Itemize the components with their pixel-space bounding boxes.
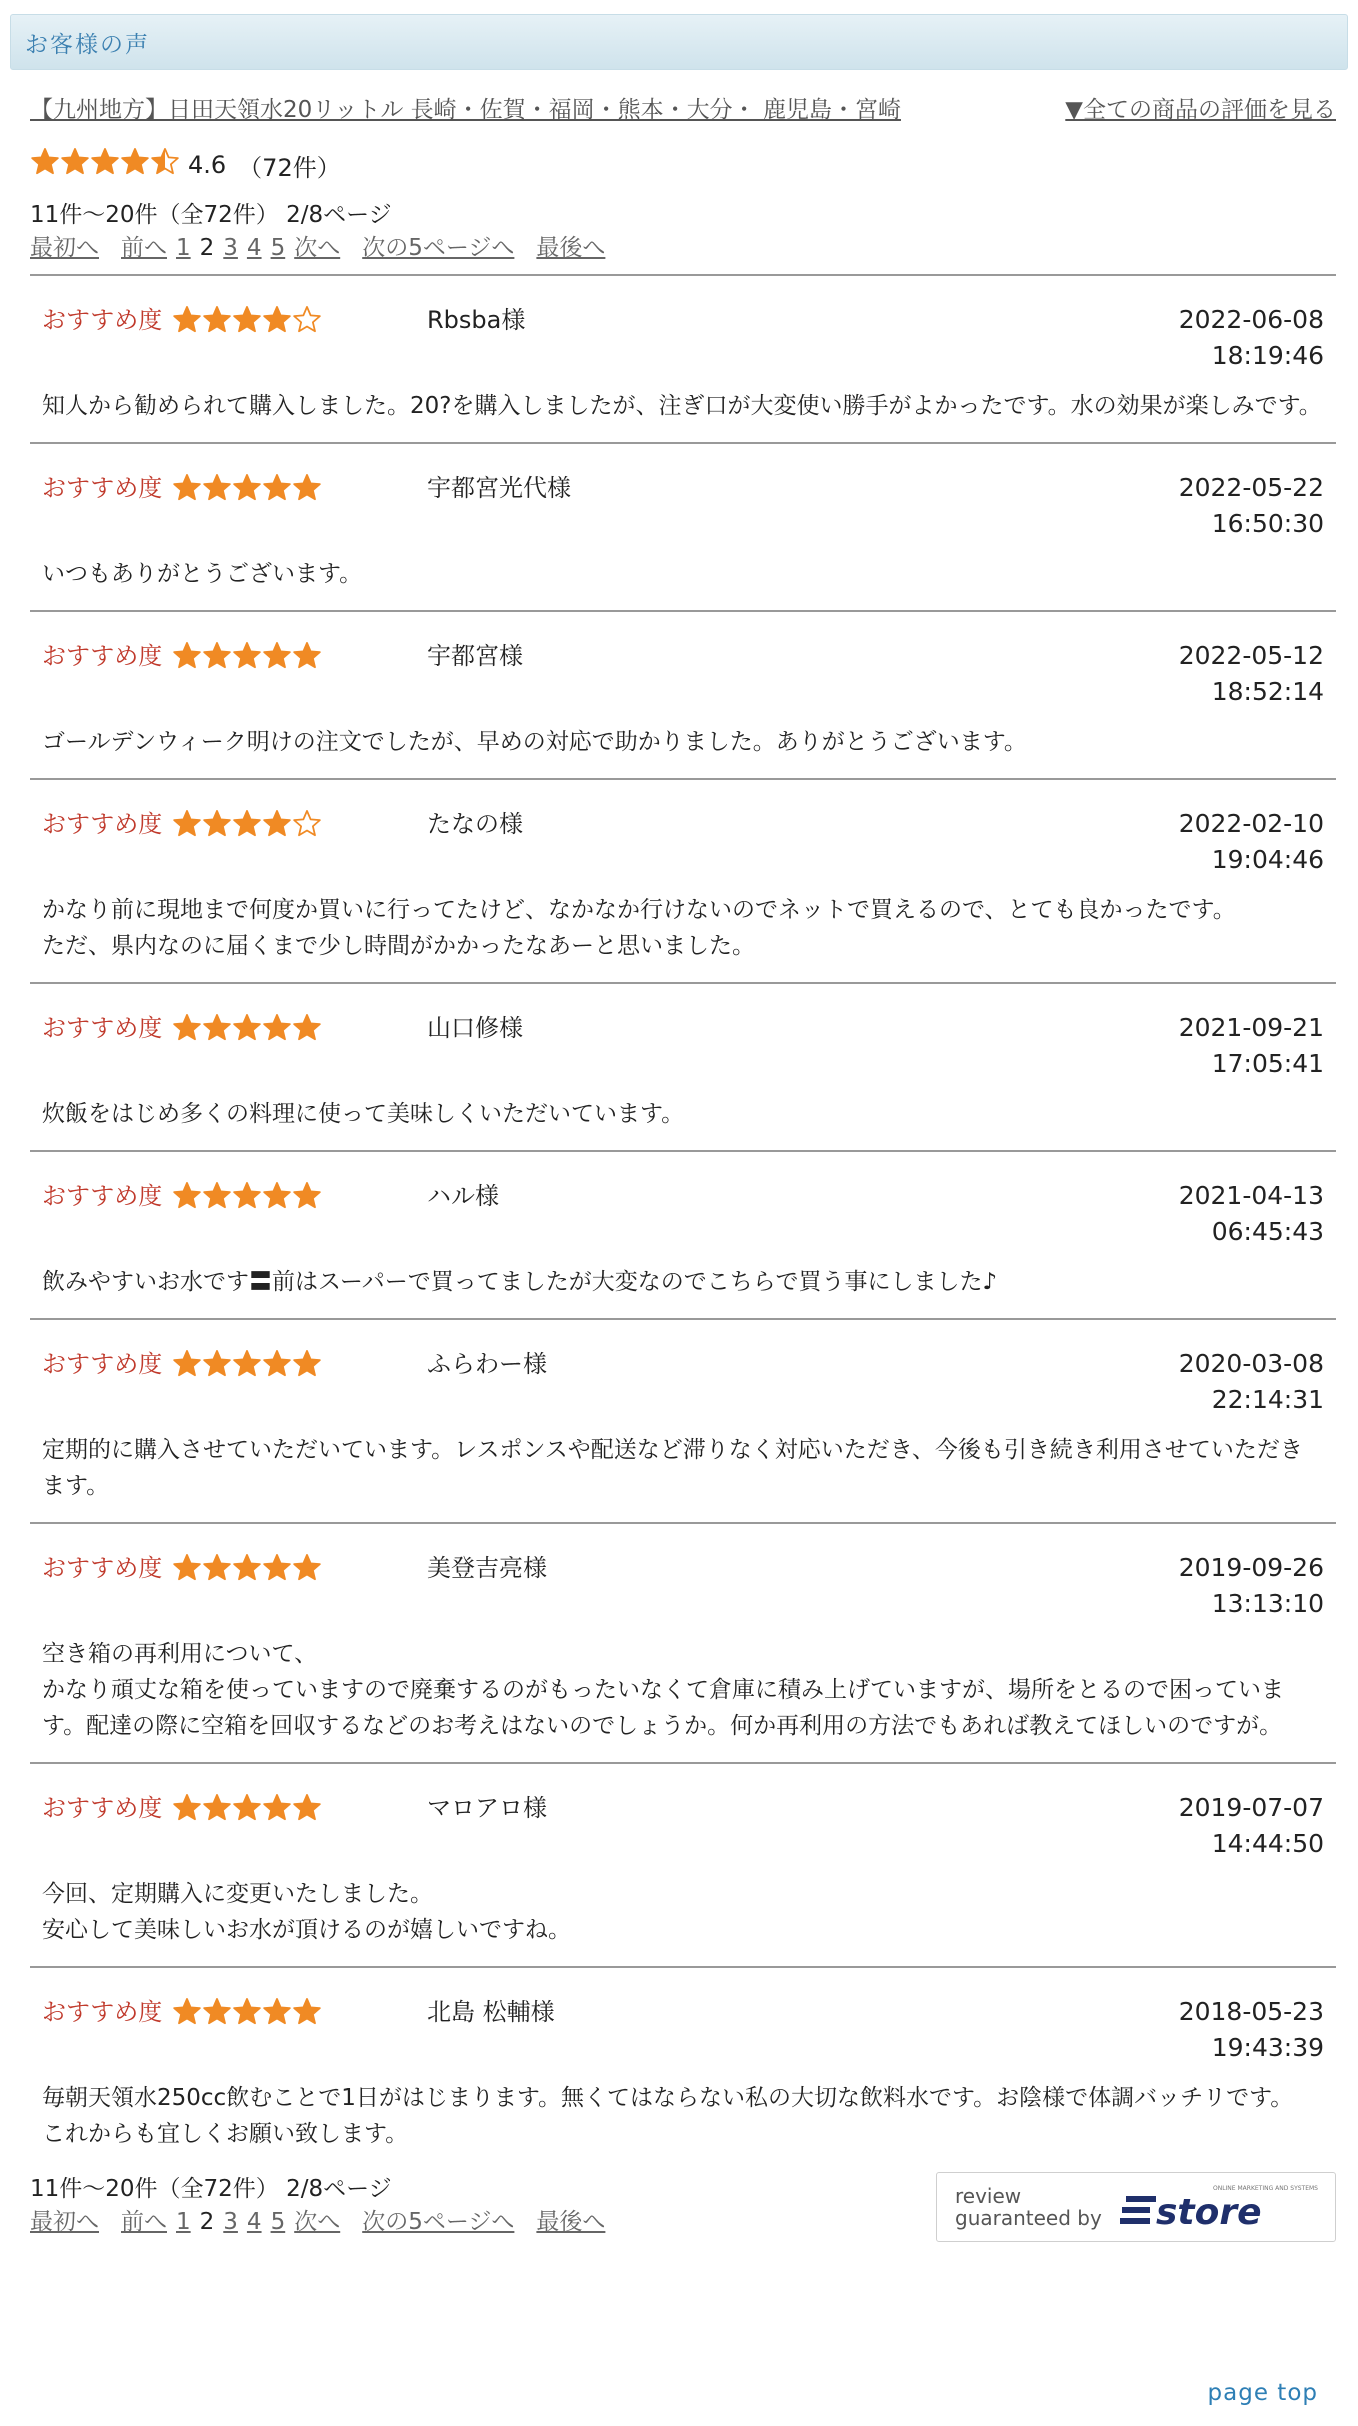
star-full-icon (172, 1997, 202, 2027)
star-full-icon (60, 147, 90, 177)
star-full-icon (262, 473, 292, 503)
review-body: いつもありがとうございます。 (42, 561, 363, 587)
review-body: 飲みやすいお水です〓前はスーパーで買ってましたが大変なのでこちらで買う事にしました♪ (42, 1269, 998, 1295)
review-date: 2022-06-08 (1178, 305, 1324, 334)
star-full-icon (262, 1013, 292, 1043)
footer-row (30, 2166, 1336, 2242)
recommend-label: おすすめ度 (42, 474, 163, 502)
badge-text (955, 2185, 1102, 2229)
review-time: 16:50:30 (1211, 509, 1324, 538)
star-full-icon (202, 305, 232, 335)
star-full-icon (262, 305, 292, 335)
star-full-icon (292, 1013, 322, 1043)
badge-line2: guaranteed by (955, 2206, 1102, 2230)
review-time: 18:19:46 (1211, 341, 1324, 370)
star-full-icon (232, 1349, 262, 1379)
product-row (30, 92, 1336, 122)
star-half-icon (150, 147, 180, 177)
reviewer-name: 美登吉亮様 (427, 1554, 547, 1582)
review-stars (172, 304, 427, 336)
star-full-icon (90, 147, 120, 177)
page-top-link[interactable]: page top (1207, 2380, 1318, 2406)
review-date: 2021-04-13 (1178, 1181, 1324, 1210)
star-full-icon (262, 1181, 292, 1211)
star-full-icon (202, 1013, 232, 1043)
review-stars (172, 1012, 427, 1044)
pager-prev-link[interactable]: 前へ (121, 2209, 167, 2235)
review-list (30, 276, 1336, 2170)
review-date: 2019-09-26 (1178, 1553, 1324, 1582)
estore-badge[interactable] (936, 2172, 1336, 2242)
recommend-label: おすすめ度 (42, 1350, 163, 1378)
star-full-icon (232, 1181, 262, 1211)
review-date: 2020-03-08 (1178, 1349, 1324, 1378)
star-empty-icon (292, 809, 322, 839)
star-full-icon (232, 641, 262, 671)
review-stars (172, 1996, 427, 2028)
star-full-icon (172, 1181, 202, 1211)
pager-page-3[interactable]: 3 (223, 235, 238, 261)
review-item (30, 612, 1336, 778)
review-time: 17:05:41 (1211, 1049, 1324, 1078)
review-count: （72件） (238, 153, 341, 182)
pager-first-link[interactable]: 最初へ (30, 2209, 99, 2235)
pager-next-link[interactable]: 次へ (294, 2209, 341, 2235)
review-timestamp (1124, 1010, 1324, 1082)
rating-value: 4.6 (188, 151, 227, 179)
star-full-icon (232, 473, 262, 503)
recommend-label: おすすめ度 (42, 1794, 163, 1822)
star-full-icon (202, 1793, 232, 1823)
reviewer-name: 北島 松輔様 (427, 1998, 555, 2026)
star-full-icon (292, 1997, 322, 2027)
star-full-icon (292, 641, 322, 671)
pager-prev-link[interactable]: 前へ (121, 235, 167, 261)
review-date: 2021-09-21 (1178, 1013, 1324, 1042)
review-stars (172, 808, 427, 840)
section-header (10, 14, 1348, 70)
recommend-label: おすすめ度 (42, 1998, 163, 2026)
star-full-icon (262, 641, 292, 671)
review-timestamp (1124, 1178, 1324, 1250)
star-full-icon (202, 1349, 232, 1379)
star-full-icon (292, 473, 322, 503)
review-body: 今回、定期購入に変更いたしました。 安心して美味しいお水が頂けるのが嬉しいですね。 (42, 1881, 571, 1943)
badge-brand: store (1155, 2192, 1262, 2233)
pager-nav (30, 2206, 605, 2238)
reviewer-name: Rbsba様 (427, 306, 526, 334)
star-full-icon (172, 473, 202, 503)
star-full-icon (30, 147, 60, 177)
review-body: 毎朝天領水250cc飲むことで1日がはじまります。無くてはならない私の大切な飲料水です。お陰様で体調バッチリです。 これからも宜しくお願い致します。 (42, 2085, 1294, 2147)
review-timestamp (1124, 470, 1324, 542)
review-header (42, 1152, 1324, 1250)
pager-next5-link[interactable]: 次の5ページへ (362, 2209, 515, 2235)
review-time: 18:52:14 (1211, 677, 1324, 706)
star-full-icon (232, 1997, 262, 2027)
estore-logo (1120, 2180, 1320, 2234)
star-full-icon (172, 1793, 202, 1823)
star-full-icon (262, 1997, 292, 2027)
review-header (42, 780, 1324, 878)
pager-last-link[interactable]: 最後へ (536, 235, 606, 261)
review-stars (172, 640, 427, 672)
star-full-icon (262, 1349, 292, 1379)
review-header (42, 444, 1324, 542)
pager-next5-link[interactable]: 次の5ページへ (362, 235, 515, 261)
review-item (30, 1764, 1336, 1966)
reviewer-name: 宇都宮様 (427, 642, 523, 670)
product-link[interactable]: 【九州地方】日田天領水20リットル 長崎・佐賀・福岡・熊本・大分・ 鹿児島・宮崎 (30, 96, 901, 123)
review-header (42, 1320, 1324, 1418)
review-timestamp (1124, 1994, 1324, 2066)
review-item (30, 444, 1336, 610)
review-item (30, 1320, 1336, 1522)
review-stars (172, 1180, 427, 1212)
pager-page-4[interactable]: 4 (246, 235, 262, 261)
star-full-icon (292, 1181, 322, 1211)
star-full-icon (172, 809, 202, 839)
star-full-icon (232, 1793, 262, 1823)
review-item (30, 1152, 1336, 1318)
review-timestamp (1124, 1790, 1324, 1862)
star-full-icon (262, 809, 292, 839)
review-body: 知人から勧められて購入しました。20?を購入しましたが、注ぎ口が大変使い勝手がよかったです。水の効果が楽しみです。 (42, 393, 1322, 419)
recommend-label: おすすめ度 (42, 1182, 163, 1210)
review-stars (172, 1348, 427, 1380)
star-full-icon (232, 1553, 262, 1583)
pager-page-5[interactable]: 5 (270, 2209, 286, 2235)
review-body: 炊飯をはじめ多くの料理に使って美味しくいただいています。 (42, 1101, 685, 1127)
section-title: お客様の声 (25, 31, 150, 58)
pager-current-page: 2 (199, 235, 215, 261)
review-time: 13:13:10 (1211, 1589, 1324, 1618)
star-full-icon (172, 305, 202, 335)
star-full-icon (172, 1013, 202, 1043)
review-date: 2022-02-10 (1178, 809, 1324, 838)
star-empty-icon (292, 305, 322, 335)
pager-first-link[interactable]: 最初へ (30, 235, 99, 261)
star-full-icon (202, 1181, 232, 1211)
reviewer-name: 山口修様 (427, 1014, 523, 1042)
review-date: 2018-05-23 (1178, 1997, 1324, 2026)
pager-page-4[interactable]: 4 (246, 2209, 262, 2235)
pager-page-1[interactable]: 1 (176, 235, 191, 261)
star-full-icon (172, 1553, 202, 1583)
star-full-icon (292, 1553, 322, 1583)
pager-page-5[interactable]: 5 (270, 235, 286, 261)
star-full-icon (262, 1553, 292, 1583)
pager-bottom (30, 2172, 605, 2238)
review-item (30, 780, 1336, 982)
star-full-icon (202, 809, 232, 839)
review-time: 06:45:43 (1211, 1217, 1324, 1246)
recommend-label: おすすめ度 (42, 1014, 163, 1042)
review-time: 19:43:39 (1211, 2033, 1324, 2062)
review-stars (172, 1792, 427, 1824)
star-full-icon (202, 1997, 232, 2027)
pager-last-link[interactable]: 最後へ (536, 2209, 606, 2235)
star-full-icon (292, 1793, 322, 1823)
review-header (42, 1764, 1324, 1862)
reviewer-name: たなの様 (427, 810, 523, 838)
content (10, 92, 1348, 2242)
range-text: 11件～20件（全72件） 2/8ページ (30, 2176, 392, 2202)
range-text: 11件～20件（全72件） 2/8ページ (30, 202, 392, 228)
reviewer-name: マロアロ様 (427, 1794, 547, 1822)
review-time: 14:44:50 (1211, 1829, 1324, 1858)
review-item (30, 1524, 1336, 1762)
review-date: 2019-07-07 (1178, 1793, 1324, 1822)
review-header (42, 276, 1324, 374)
review-body: 空き箱の再利用について、 かなり頑丈な箱を使っていますので廃棄するのがもったいなくて倉庫に積み上げていますが、場所をとるので困っています。配達の際に空箱を回収するなどのお考えはないのでしょうか。何か再利用の方法でもあれば教えてほしいのですが。 (42, 1641, 1284, 1739)
pager-next-link[interactable]: 次へ (294, 235, 341, 261)
recommend-label: おすすめ度 (42, 1554, 163, 1582)
review-timestamp (1124, 1346, 1324, 1418)
review-time: 22:14:31 (1211, 1385, 1324, 1414)
star-full-icon (232, 1013, 262, 1043)
review-date: 2022-05-12 (1178, 641, 1324, 670)
pager-top (30, 198, 1336, 264)
star-full-icon (232, 809, 262, 839)
review-timestamp (1124, 638, 1324, 710)
star-full-icon (202, 473, 232, 503)
review-item (30, 1968, 1336, 2170)
reviewer-name: 宇都宮光代様 (427, 474, 571, 502)
star-full-icon (292, 1349, 322, 1379)
reviewer-name: ハル様 (427, 1182, 499, 1210)
star-full-icon (232, 305, 262, 335)
review-timestamp (1124, 302, 1324, 374)
review-body: ゴールデンウィーク明けの注文でしたが、早めの対応で助かりました。ありがとうございます。 (42, 729, 1027, 755)
star-full-icon (202, 1553, 232, 1583)
recommend-label: おすすめ度 (42, 810, 163, 838)
recommend-label: おすすめ度 (42, 642, 163, 670)
reviewer-name: ふらわー様 (427, 1350, 547, 1378)
review-header (42, 984, 1324, 1082)
review-stars (172, 472, 427, 504)
review-stars (172, 1552, 427, 1584)
review-item (30, 984, 1336, 1150)
review-date: 2022-05-22 (1178, 473, 1324, 502)
review-header (42, 1524, 1324, 1622)
review-body: かなり前に現地まで何度か買いに行ってたけど、なかなか行けないのでネットで買えるので、とても良かったです。 ただ、県内なのに届くまで少し時間がかかったなあーと思いました。 (42, 897, 1236, 959)
review-body: 定期的に購入させていただいています。レスポンスや配送など滞りなく対応いただき、今後も引き続き利用させていただきます。 (42, 1437, 1303, 1499)
rating-summary (30, 150, 1336, 180)
pager-page-3[interactable]: 3 (223, 2209, 238, 2235)
summary-stars (30, 147, 180, 183)
pager-current-page: 2 (199, 2209, 215, 2235)
review-item (30, 276, 1336, 442)
badge-line1: review (955, 2184, 1022, 2208)
pager-nav (30, 232, 1336, 264)
review-header (42, 612, 1324, 710)
badge-tagline: ONLINE MARKETING AND SYSTEMS (1212, 2185, 1318, 2192)
star-full-icon (262, 1793, 292, 1823)
star-full-icon (172, 641, 202, 671)
review-timestamp (1124, 1550, 1324, 1622)
review-time: 19:04:46 (1211, 845, 1324, 874)
star-full-icon (202, 641, 232, 671)
pager-page-1[interactable]: 1 (176, 2209, 191, 2235)
recommend-label: おすすめ度 (42, 306, 163, 334)
review-timestamp (1124, 806, 1324, 878)
review-header (42, 1968, 1324, 2066)
all-reviews-link[interactable]: ▼全ての商品の評価を見る (1065, 96, 1336, 123)
star-full-icon (172, 1349, 202, 1379)
star-full-icon (120, 147, 150, 177)
